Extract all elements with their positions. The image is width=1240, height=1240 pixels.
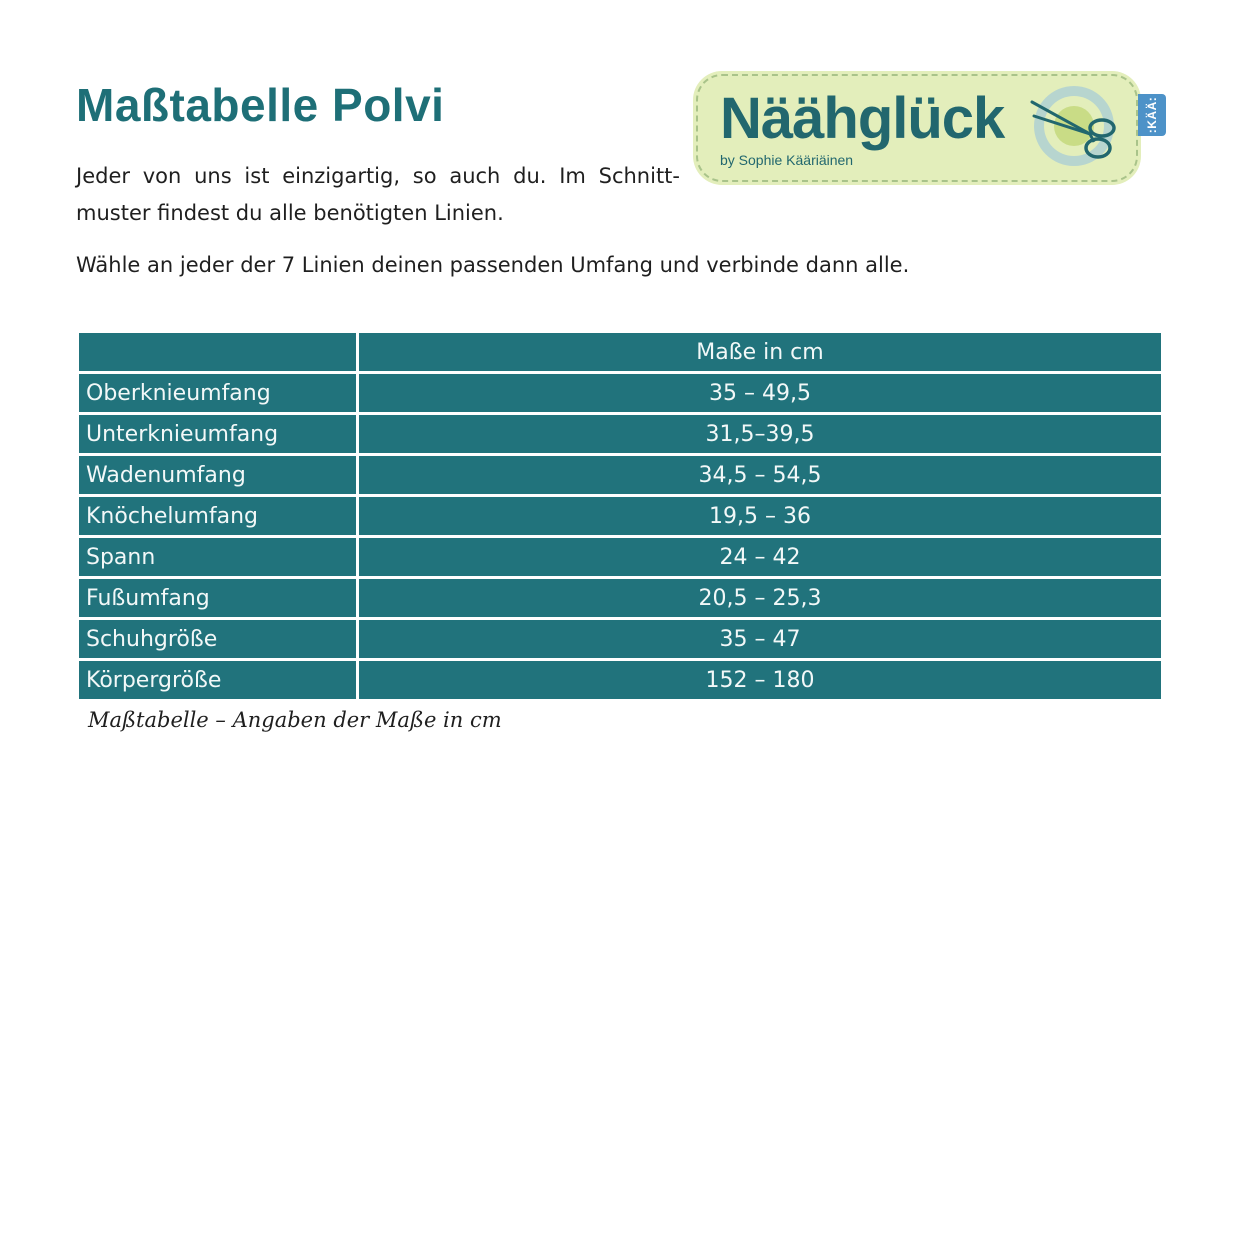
row-value: 19,5 – 36 xyxy=(359,497,1161,535)
table-row xyxy=(79,538,1161,576)
row-label: Spann xyxy=(79,538,356,576)
brand-logo xyxy=(696,74,1138,182)
logo-byline: by Sophie Kääriäinen xyxy=(720,152,854,168)
row-label: Körpergröße xyxy=(79,661,356,699)
row-value: 31,5–39,5 xyxy=(359,415,1161,453)
row-label: Fußumfang xyxy=(79,579,356,617)
logo-wordmark: Näähglück xyxy=(720,86,1005,151)
table-row xyxy=(79,456,1161,494)
table-row xyxy=(79,374,1161,412)
row-value: 24 – 42 xyxy=(359,538,1161,576)
row-value: 152 – 180 xyxy=(359,661,1161,699)
measurement-table xyxy=(76,330,1164,702)
header-value-cell: Maße in cm xyxy=(359,333,1161,371)
row-label: Wadenumfang xyxy=(79,456,356,494)
intro-paragraph: Jeder von uns ist einzigartig, so auch du. Im Schnittmuster findest du alle benötigten Linien. xyxy=(76,164,680,225)
instruction-paragraph: Wähle an jeder der 7 Linien deinen passenden Umfang und verbinde dann alle. xyxy=(76,253,910,277)
scissors-icon xyxy=(1024,82,1120,178)
row-label: Knöchelumfang xyxy=(79,497,356,535)
table-row xyxy=(79,579,1161,617)
kaa-tab-label xyxy=(1138,94,1166,136)
row-value: 35 – 49,5 xyxy=(359,374,1161,412)
row-label: Unterknieumfang xyxy=(79,415,356,453)
table-caption: Maßtabelle – Angaben der Maße in cm xyxy=(88,708,502,732)
table-row xyxy=(79,415,1161,453)
page-title: Maßtabelle Polvi xyxy=(76,79,445,131)
row-value: 35 – 47 xyxy=(359,620,1161,658)
row-value: 20,5 – 25,3 xyxy=(359,579,1161,617)
table-row xyxy=(79,620,1161,658)
row-label: Oberknieumfang xyxy=(79,374,356,412)
table-row xyxy=(79,497,1161,535)
kaa-tab-text: :KÄÄ: xyxy=(1145,96,1159,134)
row-label: Schuhgröße xyxy=(79,620,356,658)
table-header-row xyxy=(79,333,1161,371)
header-name-cell xyxy=(79,333,356,371)
table-row xyxy=(79,661,1161,699)
row-value: 34,5 – 54,5 xyxy=(359,456,1161,494)
